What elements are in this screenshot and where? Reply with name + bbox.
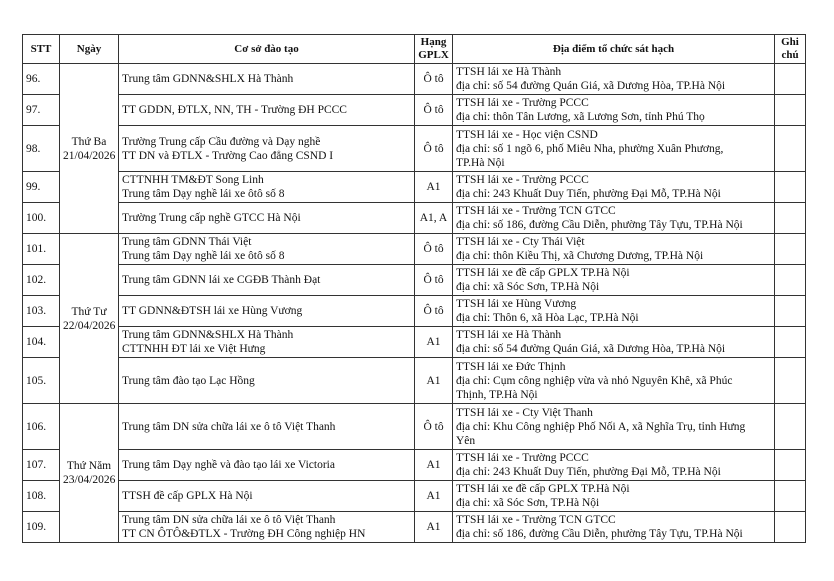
header-co-so: Cơ sở đào tạo [119, 35, 415, 64]
header-hang-line1: Hạng [420, 36, 447, 48]
day-date: 21/04/2026 [63, 149, 116, 162]
row-license-class: Ô tô [415, 265, 453, 296]
row-location [453, 404, 775, 450]
row-institution [119, 203, 415, 234]
row-institution [119, 95, 415, 126]
header-row [23, 35, 806, 64]
row-license-class: A1 [415, 481, 453, 512]
location-line: địa chỉ: Cụm công nghiệp vừa và nhỏ Nguyên Khê, xã Phúc [456, 374, 733, 387]
row-license-class: Ô tô [415, 234, 453, 265]
location-line: địa chỉ: số 186, đường Cầu Diễn, phường Tây Tựu, TP.Hà Nội [456, 528, 743, 540]
row-stt: 106. [23, 404, 60, 450]
header-hang-gplx [415, 35, 453, 64]
table-row [23, 512, 806, 543]
location-line: TTSH lái xe Đức Thịnh [456, 360, 566, 373]
location-line: TTSH lái xe Hùng Vương [456, 298, 577, 310]
row-license-class: Ô tô [415, 95, 453, 126]
row-location [453, 95, 775, 126]
row-license-class: Ô tô [415, 64, 453, 95]
row-location [453, 358, 775, 404]
row-institution [119, 481, 415, 512]
row-stt: 100. [23, 203, 60, 234]
institution-line: Trung tâm Dạy nghề và đào tạo lái xe Victoria [122, 459, 335, 471]
table-row [23, 404, 806, 450]
row-location [453, 64, 775, 95]
row-note [775, 265, 806, 296]
institution-line: Trung tâm GDNN&SHLX Hà Thành [122, 73, 294, 85]
table-row [23, 64, 806, 95]
row-note [775, 64, 806, 95]
institution-line: Trung tâm đào tạo Lạc Hồng [122, 374, 255, 387]
row-location [453, 296, 775, 327]
institution-line: Trung tâm Dạy nghề lái xe ôtô số 8 [122, 188, 285, 200]
row-institution [119, 234, 415, 265]
institution-line: Trường Trung cấp nghề GTCC Hà Nội [122, 212, 301, 224]
location-line: địa chỉ: 243 Khuất Duy Tiến, phường Đại Mỗ, TP.Hà Nội [456, 188, 721, 200]
institution-line: TT GDDN, ĐTLX, NN, TH - Trường ĐH PCCC [122, 104, 347, 116]
day-cell-tue [60, 64, 119, 234]
location-line: TTSH lái xe Hà Thành [456, 66, 562, 78]
header-ngay: Ngày [60, 35, 119, 64]
day-date: 23/04/2026 [63, 474, 116, 486]
row-stt: 96. [23, 64, 60, 95]
row-license-class: A1 [415, 327, 453, 358]
location-line: TTSH lái xe - Cty Thái Việt [456, 236, 585, 248]
table-row [23, 95, 806, 126]
row-institution [119, 265, 415, 296]
row-license-class: Ô tô [415, 296, 453, 327]
location-line: TTSH lái xe - Trường TCN GTCC [456, 514, 616, 526]
institution-line: TTSH đề cấp GPLX Hà Nội [122, 490, 253, 502]
row-stt: 103. [23, 296, 60, 327]
institution-line: Trung tâm GDNN&SHLX Hà Thành [122, 329, 294, 341]
row-stt: 104. [23, 327, 60, 358]
row-institution [119, 358, 415, 404]
row-note [775, 404, 806, 450]
row-license-class: A1, A [415, 203, 453, 234]
row-license-class: A1 [415, 172, 453, 203]
location-line: Thịnh, TP.Hà Nội [456, 388, 538, 401]
row-stt: 109. [23, 512, 60, 543]
header-hang-line2: GPLX [418, 49, 449, 61]
row-location [453, 234, 775, 265]
row-institution [119, 450, 415, 481]
row-institution [119, 172, 415, 203]
institution-line: Trung tâm Dạy nghề lái xe ôtô số 8 [122, 250, 285, 262]
row-institution [119, 327, 415, 358]
location-line: TTSH lái xe - Cty Việt Thanh [456, 406, 593, 419]
row-stt: 101. [23, 234, 60, 265]
institution-line: Trung tâm GDNN Thái Việt [122, 236, 252, 248]
row-location [453, 126, 775, 172]
row-note [775, 234, 806, 265]
location-line: TP.Hà Nội [456, 156, 505, 169]
location-line: địa chỉ: số 186, đường Cầu Diễn, phường Tây Tựu, TP.Hà Nội [456, 219, 743, 231]
row-location [453, 265, 775, 296]
day-cell-wed [60, 234, 119, 404]
row-license-class: A1 [415, 512, 453, 543]
table-row [23, 234, 806, 265]
row-location [453, 481, 775, 512]
institution-line: Trung tâm DN sửa chữa lái xe ô tô Việt Thanh [122, 514, 336, 526]
row-license-class: A1 [415, 358, 453, 404]
institution-line: TT CN ÔTÔ&ĐTLX - Trường ĐH Công nghiệp HN [122, 528, 366, 540]
row-note [775, 172, 806, 203]
institution-line: TT GDNN&ĐTSH lái xe Hùng Vương [122, 305, 303, 317]
row-institution [119, 296, 415, 327]
row-note [775, 358, 806, 404]
row-note [775, 296, 806, 327]
location-line: địa chỉ: số 54 đường Quán Giá, xã Dương Hòa, TP.Hà Nội [456, 80, 726, 92]
row-location [453, 450, 775, 481]
row-stt: 97. [23, 95, 60, 126]
row-license-class: Ô tô [415, 404, 453, 450]
row-note [775, 126, 806, 172]
location-line: địa chỉ: thôn Tân Lương, xã Lương Sơn, tỉnh Phú Thọ [456, 111, 705, 123]
location-line: địa chỉ: số 1 ngõ 6, phố Miêu Nha, phường Xuân Phương, [456, 142, 724, 155]
row-stt: 107. [23, 450, 60, 481]
row-note [775, 512, 806, 543]
location-line: địa chỉ: 243 Khuất Duy Tiến, phường Đại Mỗ, TP.Hà Nội [456, 466, 721, 478]
header-ghi-chu-line2: chú [781, 49, 799, 61]
table-row [23, 450, 806, 481]
row-license-class: A1 [415, 450, 453, 481]
table-row [23, 126, 806, 172]
day-date: 22/04/2026 [63, 319, 116, 332]
row-location [453, 172, 775, 203]
row-stt: 102. [23, 265, 60, 296]
institution-line: CTTNHH ĐT lái xe Việt Hưng [122, 343, 266, 355]
table-row [23, 172, 806, 203]
location-line: TTSH lái xe - Trường PCCC [456, 452, 589, 464]
row-location [453, 327, 775, 358]
institution-line: Trung tâm GDNN lái xe CGĐB Thành Đạt [122, 274, 321, 286]
table-row [23, 481, 806, 512]
location-line: TTSH lái xe đề cấp GPLX TP.Hà Nội [456, 483, 630, 495]
row-stt: 108. [23, 481, 60, 512]
location-line: địa chỉ: Thôn 6, xã Hòa Lạc, TP.Hà Nội [456, 312, 639, 324]
location-line: địa chỉ: Khu Công nghiệp Phố Nối A, xã Nghĩa Trụ, tỉnh Hưng [456, 420, 746, 433]
location-line: TTSH lái xe - Trường TCN GTCC [456, 205, 616, 217]
day-name: Thứ Ba [71, 135, 107, 148]
row-location [453, 512, 775, 543]
row-note [775, 450, 806, 481]
location-line: TTSH lái xe - Trường PCCC [456, 97, 589, 109]
row-license-class: Ô tô [415, 126, 453, 172]
location-line: TTSH lái xe - Trường PCCC [456, 174, 589, 186]
row-stt: 105. [23, 358, 60, 404]
header-stt: STT [23, 35, 60, 64]
row-institution [119, 512, 415, 543]
location-line: địa chỉ: số 54 đường Quán Giá, xã Dương Hòa, TP.Hà Nội [456, 343, 726, 355]
exam-schedule-table [22, 34, 806, 543]
location-line: TTSH lái xe đề cấp GPLX TP.Hà Nội [456, 267, 630, 279]
header-dia-diem: Địa điểm tổ chức sát hạch [453, 35, 775, 64]
table-row [23, 296, 806, 327]
location-line: địa chỉ: thôn Kiều Thị, xã Chương Dương, TP.Hà Nội [456, 250, 704, 262]
row-note [775, 95, 806, 126]
row-note [775, 481, 806, 512]
location-line: địa chỉ: xã Sóc Sơn, TP.Hà Nội [456, 497, 600, 509]
row-stt: 98. [23, 126, 60, 172]
day-name: Thứ Tư [71, 305, 107, 318]
header-ghi-chu-line1: Ghi [781, 36, 799, 48]
row-stt: 99. [23, 172, 60, 203]
institution-line: CTTNHH TM&ĐT Song Linh [122, 174, 264, 186]
institution-line: Trung tâm DN sửa chữa lái xe ô tô Việt Thanh [122, 420, 336, 433]
table-row [23, 358, 806, 404]
table-row [23, 265, 806, 296]
location-line: TTSH lái xe Hà Thành [456, 329, 562, 341]
row-note [775, 203, 806, 234]
row-note [775, 327, 806, 358]
schedule-document [22, 34, 805, 543]
location-line: địa chỉ: xã Sóc Sơn, TP.Hà Nội [456, 281, 600, 293]
institution-line: TT DN và ĐTLX - Trường Cao đẳng CSND I [122, 149, 334, 162]
row-institution [119, 404, 415, 450]
table-row [23, 203, 806, 234]
table-row [23, 327, 806, 358]
header-ghi-chu [775, 35, 806, 64]
day-name: Thứ Năm [66, 460, 112, 472]
day-cell-thu [60, 404, 119, 543]
row-institution [119, 64, 415, 95]
location-line: TTSH lái xe - Học viện CSND [456, 128, 598, 141]
institution-line: Trường Trung cấp Cầu đường và Dạy nghề [122, 135, 321, 148]
row-location [453, 203, 775, 234]
location-line: Yên [456, 434, 476, 447]
row-institution [119, 126, 415, 172]
